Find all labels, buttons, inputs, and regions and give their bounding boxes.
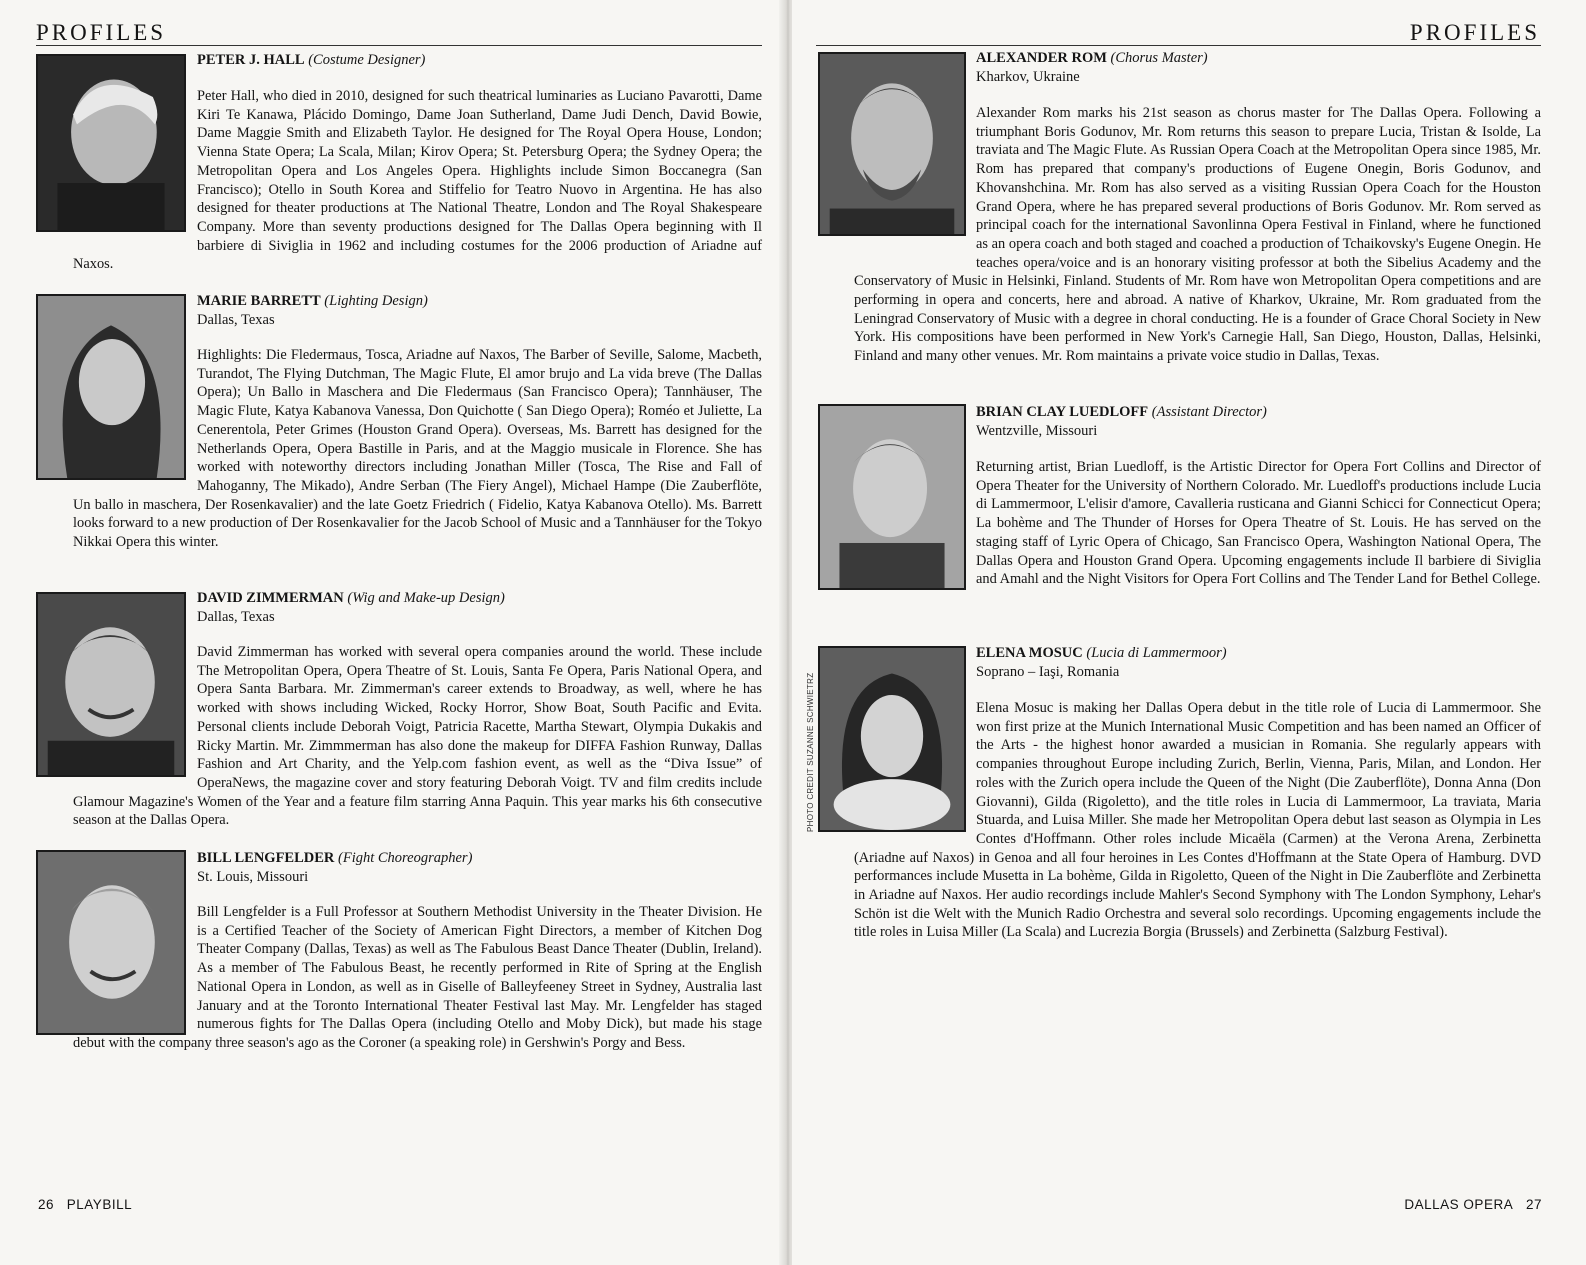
header-rule-right xyxy=(816,45,1541,46)
profile-bio: Alexander Rom marks his 21st season as chorus master for The Dallas Opera. Following a triumphant Boris Godunov, Mr. Rom returns this season to prepare Lucia, Tristan & Isolde, La traviata and The Magic Flute. As Russian Opera Coach at the Metropolitan Opera since 1985, Mr. Rom has prepared that company's productions of Eugene Onegin, Boris Godunov, and Khovanshchina. Mr. Rom has also served as a visiting Russian Opera Coach for the Houston Grand Opera, where he has prepared several productions of Boris Godunov. Mr. Rom served as principal coach for the international Savonlinna Opera Festival in Finland, where he functioned as an opera coach and both staged and coached a production of Tchaikovsky's Eugene Onegin. He teaches opera/voice and is an honorary visiting professor at both the Sibelius Academy and the Conservatory of Music in Helsinki, Finland. Students of Mr. Rom have won Metropolitan Opera competitions and are performing in opera and concerts, here and abroad. A native of Kharkov, Ukraine, Mr. Rom graduated from the Leningrad Conservatory of Music with a degree in choral conducting. He is a founder of Grace Choral Society in New York. His compositions have been performed in New York's Carnegie Hall, San Diego, Houston, Dallas, Helsinki, Finland and many other venues. Mr. Rom maintains a private voice studio in Dallas, Texas. xyxy=(854,105,1541,365)
profile-role: (Fight Choreographer) xyxy=(338,850,473,866)
section-title-left: PROFILES xyxy=(36,20,167,45)
publication-name: DALLAS OPERA xyxy=(1404,1197,1514,1212)
profile-role: (Lucia di Lammermoor) xyxy=(1086,645,1227,661)
publication-name: PLAYBILL xyxy=(66,1197,133,1212)
profile-name: BILL LENGFELDER xyxy=(197,850,335,866)
profile-name: DAVID ZIMMERMAN xyxy=(197,590,344,606)
profile-location: Soprano – Iaşi, Romania xyxy=(976,664,1120,680)
profile-bio: Peter Hall, who died in 2010, designed for such theatrical luminaries as Luciano Pavarotti, Dame Kiri Te Kanawa, Plácido Domingo, Dame Joan Sutherland, Dame Judi Dench, David Bowie, Dame Maggie Smith and Elizabeth Taylor. He designed for The Royal Opera House, London; Vienna State Opera; La Scala, Milan; Kirov Opera; St. Petersburg Opera; the Sydney Opera; the Metropolitan Opera and Los Angeles Opera. Highlights include Simon Boccanegra (San Francisco); Otello in South Korea and Stiffelio for Teatro Nuovo in Argentina. He has also designed for theater productions at The National Theatre, London and The Royal Shakespeare Company. More than seventy productions designed for The Dallas Opera beginning with Il barbiere di Siviglia in 1962 and including costumes for the 2006 production of Ariadne auf Naxos. xyxy=(73,88,762,273)
page-footer-right xyxy=(1404,1197,1542,1212)
profile-role: (Assistant Director) xyxy=(1151,404,1267,420)
profile-bio: Bill Lengfelder is a Full Professor at Southern Methodist University in the Theater Division. He is a Certified Teacher of the Society of American Fight Directors, a member of Kitchen Dog Theater Company (Dallas, Texas) as well as The Fabulous Beast Dance Theater (Dublin, Ireland). As a member of The Fabulous Beast, he recently performed in Rite of Spring at the English National Opera in London, as well as in Giselle of Balleyfeeney Street in Sydney, Australia last January and at the Toronto International Theater Festival last May. Mr. Lengfelder has staged numerous fights for The Dallas Opera (including Otello and Moby Dick), but made his stage debut with the company three season's ago as the Coroner (a speaking role) in Gershwin's Porgy and Bess. xyxy=(73,904,762,1051)
section-title-right: PROFILES xyxy=(1409,20,1540,45)
profile-name: MARIE BARRETT xyxy=(197,293,321,309)
profile-name: ALEXANDER ROM xyxy=(976,50,1107,66)
profile-role: (Lighting Design) xyxy=(324,293,428,309)
page-number: 26 xyxy=(38,1197,55,1212)
profile-location: Dallas, Texas xyxy=(197,312,275,328)
profile-bio: Highlights: Die Fledermaus, Tosca, Ariadne auf Naxos, The Barber of Seville, Salome, Macbeth, Turandot, The Flying Dutchman, The Magic Flute, El amor brujo and La vida breve (The Dallas Opera); Un Ballo in Maschera and Die Fledermaus (San Francisco Opera); Tannhäuser, The Magic Flute, Katya Kabanova Vanessa, Don Quichotte ( San Diego Opera); Roméo et Juliette, La Cenerentola, Peter Grimes (Houston Grand Opera). Overseas, Ms. Barrett has designed for the Netherlands Opera, Opera Bastille in Paris, and at the Maggio musicale in Florence. She has worked with noteworthy directors including Jonathan Miller (Tosca, The Rise and Fall of Mahoganny, The Mikado), Andre Serban (The Fiery Angel), Michael Hampe (Die Zauberflöte, Un ballo in maschera, Der Rosenkavalier) and the late Goetz Friedrich ( Fidelio, Katya Kabanova Otello). Ms. Barrett looks forward to a new production of Der Rosenkavalier for the Jacob School of Music and a Tannhäuser for the Tokyo Nikkai Opera this winter. xyxy=(73,347,762,551)
profile-role: (Costume Designer) xyxy=(308,52,426,68)
photo-credit: PHOTO CREDIT SUZANNE SCHWIETRZ xyxy=(806,672,815,832)
profile-bio: Returning artist, Brian Luedloff, is the Artistic Director for Opera Fort Collins and Director of Opera Theater for the University of Northern Colorado. Mr. Luedloff's productions include Lucia di Lammermoor, L'elisir d'amore, Cavalleria rusticana and Gianni Schicci for Connecticut Opera; La bohème and The Thunder of Horses for Opera Theatre of St. Louis. He has served on the staging staff of Lyric Opera of Chicago, San Francisco Opera, Washington National Opera, The Dallas Opera and Houston Grand Opera. Upcoming engagements include Il barbiere di Siviglia and Amahl and the Night Visitors for Opera Fort Collins and The Tender Land for Bethel College. xyxy=(976,459,1541,588)
right-page xyxy=(792,0,1586,1265)
page-footer-left xyxy=(38,1197,132,1212)
profile-name: PETER J. HALL xyxy=(197,52,305,68)
profile-location: Dallas, Texas xyxy=(197,609,275,625)
portrait-photo xyxy=(818,404,966,590)
profile-role: (Chorus Master) xyxy=(1110,50,1208,66)
profile-location: St. Louis, Missouri xyxy=(197,869,309,885)
profile-bio: Elena Mosuc is making her Dallas Opera debut in the title role of Lucia di Lammermoor. She won first prize at the Munich International Music Competition and has been named an Officer of the Arts - the highest honor awarded a musician in Romania. She regularly appears with companies throughout Europe including Zurich, Berlin, Vienna, Paris, Milan, and London. Her roles with the Zurich opera include the Queen of the Night (Die Zauberflöte), Donna Anna (Don Giovanni), Gilda (Rigoletto), and the title roles in Lucia di Lammermoor, La traviata, Maria Stuarda, and Luisa Miller. She made her Metropolitan Opera debut last season as Olympia in Les Contes d'Hoffmann. Other roles include Micaëla (Carmen) at the Verona Arena, Zerbinetta (Ariadne auf Naxos) in Genoa and all four heroines in Les Contes d'Hoffmann at the State Opera of Hamburg. DVD performances include Musetta in La bohème, Gilda in Rigoletto, Queen of the Night in Die Zauberflöte and Zerbinetta in Ariadne auf Naxos. Her audio recordings include Mahler's Second Symphony with The London Symphony, Lehar's Schön ist die Welt with the Munich Radio Orchestra and several solo recordings. Upcoming engagements include the title roles in Luisa Miller (La Scala) and Lucrezia Borgia (Brussels) and Zerbinetta (Salzburg Festival). xyxy=(854,700,1541,941)
profile-name: BRIAN CLAY LUEDLOFF xyxy=(976,404,1149,420)
profile-bio: David Zimmerman has worked with several opera companies around the world. These include The Metropolitan Opera, Opera Theatre of St. Louis, Santa Fe Opera, Paris National Opera, and Opera Santa Barbara. Mr. Zimmerman's career extends to Broadway, as well, where he has worked with shows including Wicked, Rocky Horror, Show Boat, South Pacific and Evita. Personal clients include Deborah Voigt, Patricia Racette, Martha Stewart, Olympia Dukakis and Ricky Martin. Mr. Zimmmerman has also done the makeup for DIFFA Fashion Runway, Dallas Fashion and Art Charity, and the Yelp.com fashion event, as well as the “Diva Issue” of OperaNews, the magazine cover and story featuring Deborah Voigt. TV and film credits include Glamour Magazine's Women of the Year and a feature film starring Anna Paquin. This year marks his 6th consecutive season at the Dallas Opera. xyxy=(73,644,762,829)
profile-name: ELENA MOSUC xyxy=(976,645,1083,661)
profile-location: Kharkov, Ukraine xyxy=(976,69,1080,85)
left-page xyxy=(0,0,785,1265)
header-rule-left xyxy=(36,45,762,46)
profile-location: Wentzville, Missouri xyxy=(976,423,1098,439)
profile-role: (Wig and Make-up Design) xyxy=(347,590,505,606)
page-number: 27 xyxy=(1525,1197,1542,1212)
